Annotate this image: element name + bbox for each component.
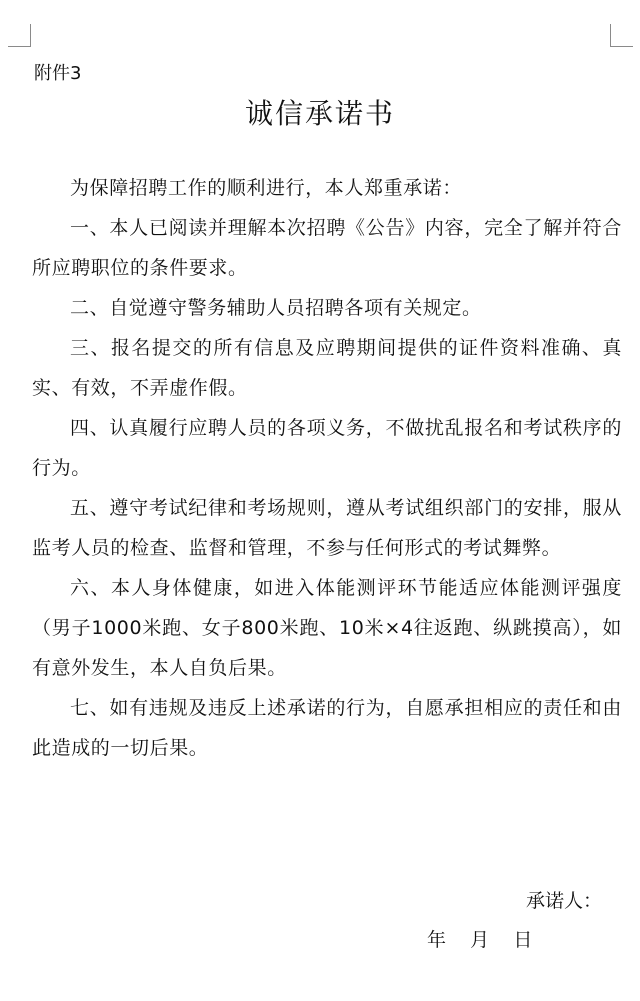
intro-paragraph: 为保障招聘工作的顺利进行，本人郑重承诺： — [70, 177, 463, 199]
document-body — [32, 168, 622, 768]
pledge-item-1: 一、本人已阅读并理解本次招聘《公告》内容，完全了解并符合所应聘职位的条件要求。 — [32, 217, 622, 279]
crop-mark-top-left — [8, 24, 31, 47]
pledge-item-4: 四、认真履行应聘人员的各项义务，不做扰乱报名和考试秩序的行为。 — [32, 417, 622, 479]
pledge-item-5: 五、遵守考试纪律和考场规则，遵从考试组织部门的安排，服从监考人员的检查、监督和管理，不参与任何形式的考试舞弊。 — [32, 497, 622, 559]
pledge-item-3: 三、报名提交的所有信息及应聘期间提供的证件资料准确、真实、有效，不弄虚作假。 — [32, 337, 622, 399]
attachment-label: 附件3 — [34, 63, 82, 84]
pledge-item-7: 七、如有违规及违反上述承诺的行为，自愿承担相应的责任和由此造成的一切后果。 — [32, 697, 622, 759]
signature-label: 承诺人： — [526, 890, 603, 912]
pledge-item-6: 六、本人身体健康，如进入体能测评环节能适应体能测评强度（男子1000米跑、女子800米跑、10米×4往返跑、纵跳摸高），如有意外发生，本人自负后果。 — [32, 577, 622, 679]
date-line: 年 月 日 — [427, 929, 533, 951]
document-title: 诚信承诺书 — [244, 97, 395, 130]
crop-mark-top-right — [610, 24, 633, 47]
pledge-item-2: 二、自觉遵守警务辅助人员招聘各项有关规定。 — [70, 297, 482, 319]
